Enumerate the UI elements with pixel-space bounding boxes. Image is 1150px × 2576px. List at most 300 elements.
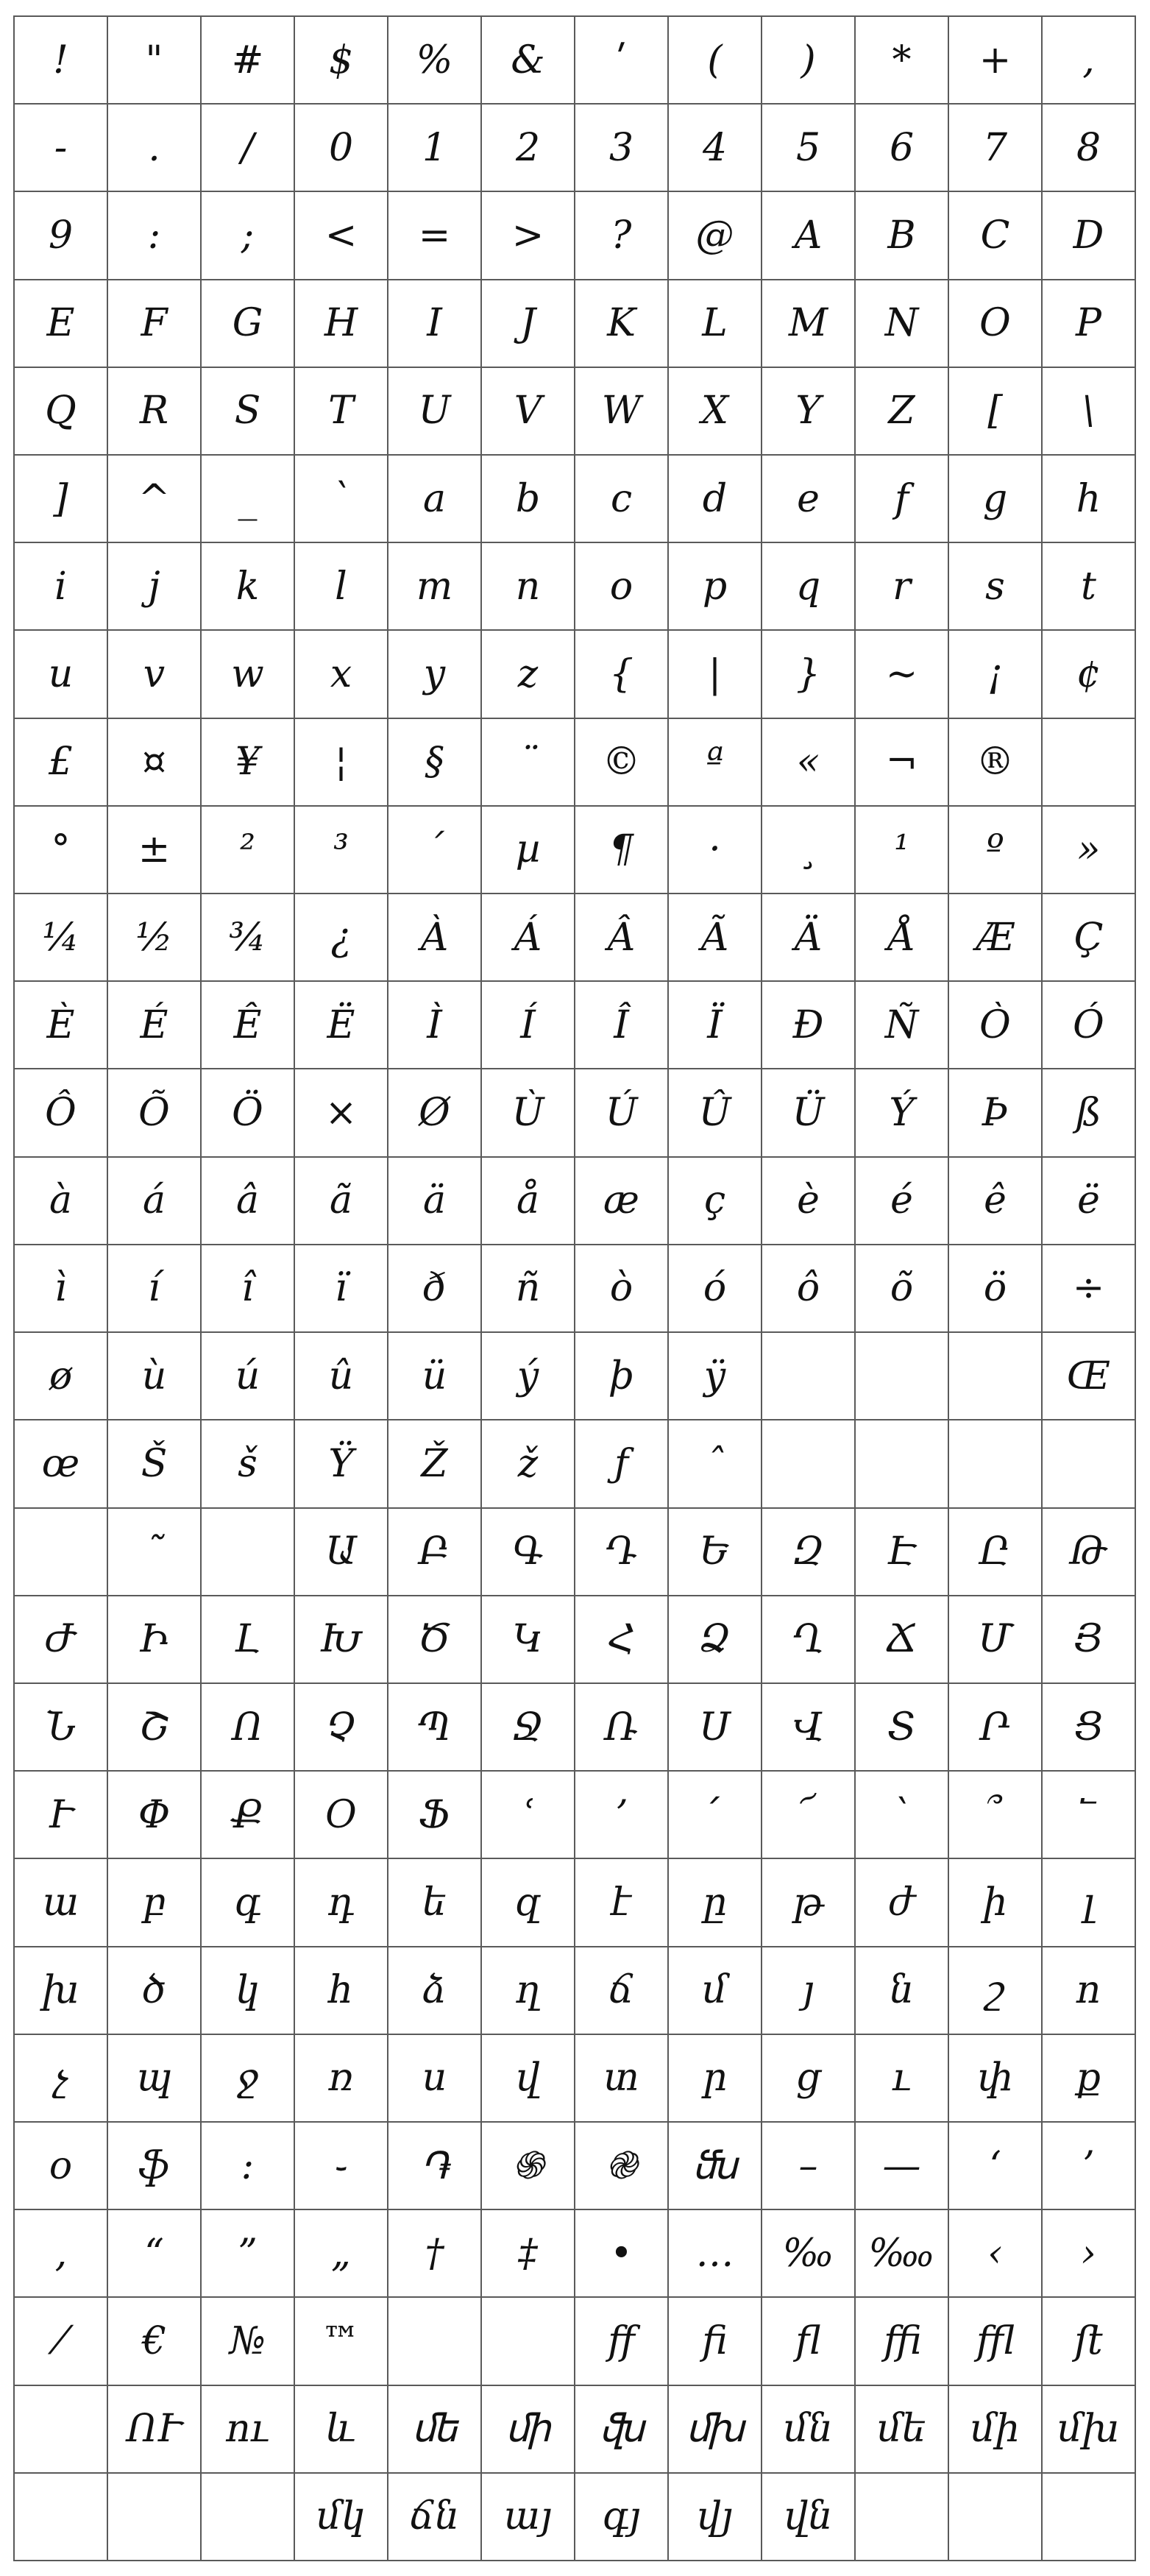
glyph-cell: = [388,192,482,280]
glyph-cell: w [202,631,295,718]
glyph-cell: ¦ [295,719,388,807]
glyph-cell: , [1043,17,1136,105]
glyph-cell: Ա [295,1509,388,1596]
glyph-cell: ﬔ [388,2386,482,2474]
glyph-cell: G [202,280,295,368]
glyph-cell [856,1333,949,1420]
glyph-cell: լ [1043,1859,1136,1947]
glyph-cell: ﬖ [575,2386,669,2474]
glyph-cell: f [856,456,949,543]
glyph-cell: Ñ [856,982,949,1069]
glyph-cell: O [949,280,1043,368]
glyph-cell: _ [202,456,295,543]
glyph-cell: ւ [856,2035,949,2123]
glyph-cell: ½ [108,894,202,982]
glyph-cell: մ [669,1947,762,2035]
glyph-cell: Ձ [669,1596,762,1684]
glyph-cell [482,2298,575,2385]
glyph-cell: ç [669,1158,762,1245]
glyph-cell: ﬅ [1043,2298,1136,2385]
glyph-cell: ù [108,1333,202,1420]
glyph-cell: ՙ [482,1772,575,1859]
glyph-cell: ՞ [949,1772,1043,1859]
glyph-cell: ֆ [108,2123,202,2210]
glyph-cell: Ç [1043,894,1136,982]
glyph-cell: Q [15,368,108,456]
glyph-cell: ê [949,1158,1043,1245]
glyph-cell [762,1333,856,1420]
glyph-cell: կ [202,1947,295,2035]
glyph-cell: Ø [388,1069,482,1157]
glyph-cell: ± [108,807,202,894]
glyph-cell: Ã [669,894,762,982]
glyph-cell: [ [949,368,1043,456]
glyph-cell: J [482,280,575,368]
glyph-cell: ՛ [669,1772,762,1859]
glyph-cell: ¡ [949,631,1043,718]
glyph-cell: Ս [669,1684,762,1772]
glyph-cell [949,1333,1043,1420]
glyph-cell [202,1509,295,1596]
glyph-cell: ¨ [482,719,575,807]
glyph-cell: l [295,543,388,631]
glyph-cell: î [202,1245,295,1333]
glyph-cell: ž [482,1420,575,1508]
glyph-cell: ռ [295,2035,388,2123]
glyph-cell: Ò [949,982,1043,1069]
glyph-cell: Ն [15,1684,108,1772]
glyph-cell: ³ [295,807,388,894]
glyph-cell: 8 [1043,105,1136,192]
glyph-cell: T [295,368,388,456]
glyph-cell: Չ [295,1684,388,1772]
glyph-cell: t [1043,543,1136,631]
glyph-cell: å [482,1158,575,1245]
glyph-cell: p [669,543,762,631]
glyph-cell: q [762,543,856,631]
glyph-cell: ø [15,1333,108,1420]
glyph-cell: Թ [1043,1509,1136,1596]
glyph-cell: Ë [295,982,388,1069]
glyph-cell: 5 [762,105,856,192]
glyph-cell: ° [15,807,108,894]
glyph-cell: Լ [202,1596,295,1684]
glyph-cell: Ր [949,1684,1043,1772]
glyph-cell: Է [856,1509,949,1596]
glyph-cell: ը [669,1859,762,1947]
glyph-cell: ն [856,1947,949,2035]
glyph-cell: ﬂ [762,2298,856,2385]
glyph-cell: W [575,368,669,456]
glyph-cell: @ [669,192,762,280]
glyph-cell: օ [15,2123,108,2210]
glyph-cell: h [1043,456,1136,543]
glyph-cell: պ [108,2035,202,2123]
glyph-cell: ⁄ [15,2298,108,2385]
glyph-cell: այ [482,2474,575,2561]
glyph-cell: Խ [295,1596,388,1684]
glyph-cell: g [949,456,1043,543]
glyph-cell: № [202,2298,295,2385]
glyph-cell: ì [15,1245,108,1333]
glyph-cell: — [856,2123,949,2210]
glyph-cell: ¹ [856,807,949,894]
glyph-cell: ﬓ [669,2123,762,2210]
glyph-cell: : [108,192,202,280]
glyph-cell: ) [762,17,856,105]
glyph-cell: վ [482,2035,575,2123]
glyph-cell: U [388,368,482,456]
glyph-cell: ‰ [762,2210,856,2298]
glyph-cell: m [388,543,482,631]
glyph-cell: × [295,1069,388,1157]
glyph-cell: F [108,280,202,368]
glyph-cell: ? [575,192,669,280]
glyph-cell [949,1420,1043,1508]
glyph-cell: o [575,543,669,631]
glyph-cell: r [856,543,949,631]
glyph-cell: Û [669,1069,762,1157]
glyph-cell: H [295,280,388,368]
glyph-cell: ﬄ [949,2298,1043,2385]
glyph-cell: չ [15,2035,108,2123]
glyph-cell: 1 [388,105,482,192]
glyph-cell: c [575,456,669,543]
glyph-cell: ƒ [575,1420,669,1508]
glyph-cell: ‡ [482,2210,575,2298]
glyph-cell [762,1420,856,1508]
glyph-cell: K [575,280,669,368]
glyph-cell: { [575,631,669,718]
glyph-cell: ý [482,1333,575,1420]
glyph-cell: Õ [108,1069,202,1157]
glyph-cell [856,1420,949,1508]
glyph-cell [15,2386,108,2474]
glyph-cell: խ [15,1947,108,2035]
glyph-cell: մն [762,2386,856,2474]
glyph-cell: Օ [295,1772,388,1859]
glyph-cell: 6 [856,105,949,192]
glyph-cell: մի [949,2386,1043,2474]
glyph-cell: À [388,894,482,982]
glyph-cell: ñ [482,1245,575,1333]
glyph-cell: $ [295,17,388,105]
glyph-cell: Ú [575,1069,669,1157]
glyph-cell: e [762,456,856,543]
glyph-cell [1043,2474,1136,2561]
glyph-grid [13,15,1136,2561]
glyph-cell: Ï [669,982,762,1069]
glyph-cell: ® [949,719,1043,807]
glyph-cell: Ծ [388,1596,482,1684]
glyph-cell: ! [15,17,108,105]
glyph-cell: ¸ [762,807,856,894]
glyph-cell: æ [575,1158,669,1245]
glyph-cell: Ժ [15,1596,108,1684]
glyph-cell: £ [15,719,108,807]
glyph-cell: ֎ [575,2123,669,2210]
glyph-cell: È [15,982,108,1069]
glyph-cell: ֍ [482,2123,575,2210]
glyph-cell: ˜ [108,1509,202,1596]
glyph-cell: # [202,17,295,105]
glyph-cell: Ֆ [388,1772,482,1859]
glyph-cell: Ք [202,1772,295,1859]
glyph-cell: ð [388,1245,482,1333]
glyph-cell: Ի [108,1596,202,1684]
glyph-cell: þ [575,1333,669,1420]
glyph-cell: 0 [295,105,388,192]
glyph-cell: Ջ [482,1684,575,1772]
glyph-cell: ² [202,807,295,894]
glyph-cell: Ä [762,894,856,982]
glyph-cell: - [15,105,108,192]
glyph-cell: Ô [15,1069,108,1157]
glyph-cell: S [202,368,295,456]
glyph-cell [856,2474,949,2561]
glyph-cell: … [669,2210,762,2298]
glyph-cell: ¶ [575,807,669,894]
glyph-cell: մե [856,2386,949,2474]
glyph-cell: ք [1043,2035,1136,2123]
glyph-cell: d [669,456,762,543]
glyph-cell: ^ [108,456,202,543]
glyph-cell: Å [856,894,949,982]
glyph-cell: ՟ [1043,1772,1136,1859]
glyph-cell: գ [202,1859,295,1947]
glyph-cell: ü [388,1333,482,1420]
glyph-cell: ա [15,1859,108,1947]
glyph-cell: ˆ [669,1420,762,1508]
glyph-cell: ճ [575,1947,669,2035]
glyph-cell: ´ [388,807,482,894]
glyph-cell: à [15,1158,108,1245]
glyph-cell: y [388,631,482,718]
glyph-cell: › [1043,2210,1136,2298]
glyph-cell: ﬁ [669,2298,762,2385]
glyph-cell: ÷ [1043,1245,1136,1333]
glyph-cell: ß [1043,1069,1136,1157]
glyph-cell: թ [762,1859,856,1947]
glyph-cell: և [295,2386,388,2474]
glyph-cell: ¢ [1043,631,1136,718]
glyph-cell: ս [388,2035,482,2123]
glyph-cell: Վ [762,1684,856,1772]
glyph-cell: հ [295,1947,388,2035]
glyph-cell: í [108,1245,202,1333]
glyph-cell: մխ [1043,2386,1136,2474]
glyph-cell: ։ [202,2123,295,2210]
glyph-cell: ; [202,192,295,280]
glyph-cell: ] [15,456,108,543]
glyph-cell [15,1509,108,1596]
glyph-cell: ‹ [949,2210,1043,2298]
glyph-cell: ¬ [856,719,949,807]
glyph-cell: · [669,807,762,894]
glyph-cell: Ղ [762,1596,856,1684]
glyph-cell: Ռ [575,1684,669,1772]
glyph-cell: 3 [575,105,669,192]
glyph-cell: Œ [1043,1333,1136,1420]
glyph-cell: ո [1043,1947,1136,2035]
glyph-cell: » [1043,807,1136,894]
glyph-cell: ր [669,2035,762,2123]
glyph-cell: b [482,456,575,543]
glyph-cell: z [482,631,575,718]
glyph-cell: s [949,543,1043,631]
glyph-cell: ֏ [388,2123,482,2210]
glyph-cell: Ì [388,982,482,1069]
glyph-cell: Š [108,1420,202,1508]
glyph-cell: ã [295,1158,388,1245]
glyph-cell: j [108,543,202,631]
glyph-cell: Ý [856,1069,949,1157]
glyph-cell: ձ [388,1947,482,2035]
glyph-cell: n [482,543,575,631]
glyph-cell: ﬃ [856,2298,949,2385]
glyph-cell: x [295,631,388,718]
glyph-cell: Մ [949,1596,1043,1684]
glyph-cell: ú [202,1333,295,1420]
glyph-cell: > [482,192,575,280]
glyph-cell: i [15,543,108,631]
glyph-cell: á [108,1158,202,1245]
glyph-cell: ö [949,1245,1043,1333]
glyph-cell: ի [949,1859,1043,1947]
glyph-cell: մկ [295,2474,388,2561]
glyph-cell: Î [575,982,669,1069]
glyph-cell: Ւ [15,1772,108,1859]
glyph-cell [1043,719,1136,807]
glyph-cell: „ [295,2210,388,2298]
glyph-cell: \ [1043,368,1136,456]
glyph-cell: ‚ [15,2210,108,2298]
glyph-cell: – [762,2123,856,2210]
glyph-cell: ¤ [108,719,202,807]
glyph-cell: è [762,1158,856,1245]
glyph-cell: é [856,1158,949,1245]
glyph-cell: © [575,719,669,807]
glyph-cell: < [295,192,388,280]
glyph-cell: É [108,982,202,1069]
glyph-cell: է [575,1859,669,1947]
glyph-cell: ó [669,1245,762,1333]
glyph-cell: ‱ [856,2210,949,2298]
glyph-cell [15,2474,108,2561]
glyph-cell: ÿ [669,1333,762,1420]
glyph-cell: “ [108,2210,202,2298]
glyph-cell: º [949,807,1043,894]
glyph-cell: 7 [949,105,1043,192]
glyph-cell: . [108,105,202,192]
glyph-cell: ò [575,1245,669,1333]
glyph-cell: L [669,280,762,368]
glyph-cell: µ [482,807,575,894]
glyph-cell: " [108,17,202,105]
glyph-cell: ä [388,1158,482,1245]
glyph-cell: ( [669,17,762,105]
glyph-cell: Բ [388,1509,482,1596]
glyph-cell: Ե [669,1509,762,1596]
glyph-cell: k [202,543,295,631]
glyph-cell: Þ [949,1069,1043,1157]
glyph-cell: զ [482,1859,575,1947]
glyph-cell: Ü [762,1069,856,1157]
glyph-cell: u [15,631,108,718]
glyph-cell: տ [575,2035,669,2123]
glyph-cell: յ [762,1947,856,2035]
glyph-cell: ë [1043,1158,1136,1245]
glyph-cell: ¿ [295,894,388,982]
glyph-cell: Տ [856,1684,949,1772]
glyph-cell: ղ [482,1947,575,2035]
glyph-cell: ™ [295,2298,388,2385]
glyph-cell: Ê [202,982,295,1069]
glyph-cell: ‘ [949,2123,1043,2210]
glyph-cell: ՝ [856,1772,949,1859]
glyph-cell: ’ [1043,2123,1136,2210]
glyph-cell: } [762,631,856,718]
glyph-cell: ժ [856,1859,949,1947]
glyph-cell: R [108,368,202,456]
glyph-cell [202,2474,295,2561]
glyph-cell: ï [295,1245,388,1333]
glyph-cell: M [762,280,856,368]
glyph-cell: Ը [949,1509,1043,1596]
glyph-cell: Æ [949,894,1043,982]
glyph-cell: ծ [108,1947,202,2035]
glyph-cell: ՚ [575,1772,669,1859]
glyph-cell: 9 [15,192,108,280]
glyph-cell: ու [202,2386,295,2474]
glyph-cell: A [762,192,856,280]
glyph-cell: Ո [202,1684,295,1772]
glyph-cell: ց [762,2035,856,2123]
glyph-cell: ¼ [15,894,108,982]
glyph-cell [388,2298,482,2385]
glyph-cell: 2 [482,105,575,192]
glyph-cell: Ճ [856,1596,949,1684]
glyph-cell: « [762,719,856,807]
glyph-cell: Ö [202,1069,295,1157]
glyph-cell: շ [949,1947,1043,2035]
glyph-cell: § [388,719,482,807]
glyph-cell: Գ [482,1509,575,1596]
glyph-cell: Ÿ [295,1420,388,1508]
glyph-cell: ՈՒ [108,2386,202,2474]
glyph-cell: ” [202,2210,295,2298]
glyph-cell: õ [856,1245,949,1333]
glyph-cell: Զ [762,1509,856,1596]
glyph-cell: 4 [669,105,762,192]
glyph-cell: â [202,1158,295,1245]
glyph-cell: † [388,2210,482,2298]
glyph-cell: N [856,280,949,368]
glyph-cell: Ð [762,982,856,1069]
glyph-cell: & [482,17,575,105]
glyph-cell: ʹ [575,17,669,105]
glyph-cell: X [669,368,762,456]
glyph-cell [949,2474,1043,2561]
glyph-cell: * [856,17,949,105]
glyph-cell: Ž [388,1420,482,1508]
glyph-cell: ֊ [295,2123,388,2210]
glyph-cell: Փ [108,1772,202,1859]
glyph-cell: ª [669,719,762,807]
glyph-cell: ե [388,1859,482,1947]
glyph-cell: Յ [1043,1596,1136,1684]
glyph-cell: ¾ [202,894,295,982]
